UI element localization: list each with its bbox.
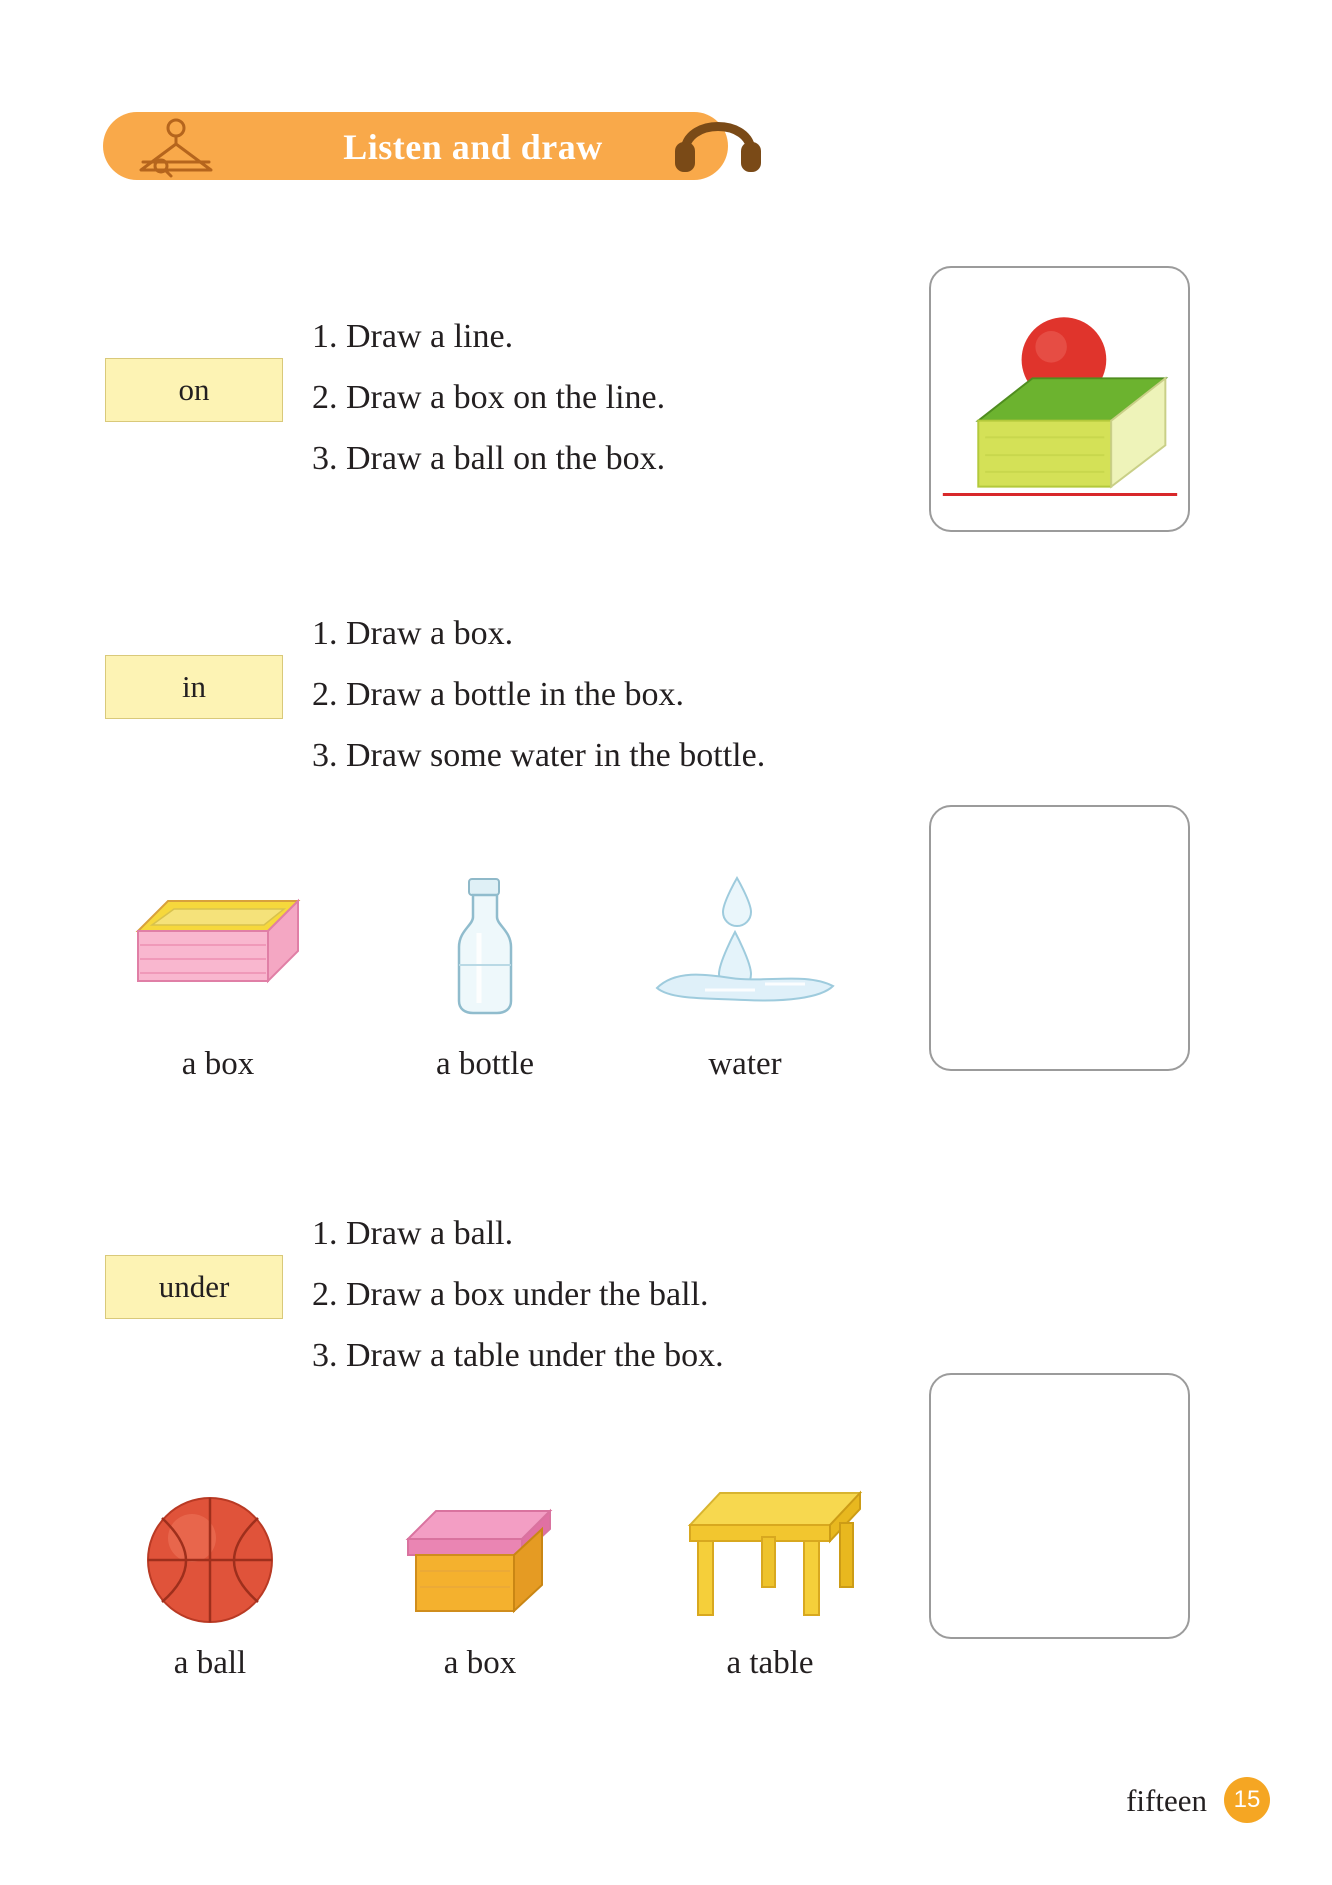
answer-box-in[interactable]: [929, 805, 1190, 1071]
answer-box-on[interactable]: [929, 266, 1190, 532]
steps-under: [312, 1203, 724, 1386]
tag-label: in: [181, 669, 207, 704]
headphone-icon: [663, 90, 773, 180]
water-drop-icon: [645, 870, 845, 1010]
step-line: 2. Draw a box on the line.: [312, 379, 666, 416]
box-lid-icon: [390, 1485, 580, 1635]
tag-under: [105, 1255, 283, 1319]
caption-a-box: a box: [181, 1046, 255, 1082]
page-title: Listen and draw: [343, 127, 603, 167]
answer-box-under[interactable]: [929, 1373, 1190, 1639]
step-line: 2. Draw a bottle in the box.: [312, 676, 685, 713]
box-open-icon: [118, 885, 318, 1015]
section-header: [103, 112, 728, 180]
tag-on: [105, 358, 283, 422]
caption-water: water: [708, 1046, 782, 1082]
page-number-badge: 15: [1224, 1777, 1270, 1823]
caption-a-table: a table: [726, 1645, 814, 1681]
step-line: 1. Draw a ball.: [312, 1215, 514, 1252]
steps-in: [312, 603, 765, 786]
hanger-icon: [131, 118, 221, 180]
steps-on: [312, 306, 665, 489]
ball-icon: [140, 1490, 280, 1630]
caption-a-bottle: a bottle: [435, 1046, 535, 1082]
table-icon: [670, 1475, 880, 1635]
tag-label: under: [158, 1269, 230, 1304]
step-line: 3. Draw a ball on the box.: [312, 440, 666, 477]
step-line: 3. Draw some water in the bottle.: [312, 737, 766, 774]
step-line: 3. Draw a table under the box.: [312, 1337, 724, 1374]
drawing-on: [931, 268, 1188, 530]
caption-a-box-2: a box: [443, 1645, 517, 1681]
step-line: 1. Draw a line.: [312, 318, 514, 355]
page-word: fifteen: [1126, 1783, 1207, 1818]
step-line: 2. Draw a box under the ball.: [312, 1276, 709, 1313]
caption-a-ball: a ball: [173, 1645, 247, 1681]
tag-label: on: [178, 372, 210, 407]
tag-in: [105, 655, 283, 719]
step-line: 1. Draw a box.: [312, 615, 514, 652]
bottle-icon: [425, 873, 545, 1023]
